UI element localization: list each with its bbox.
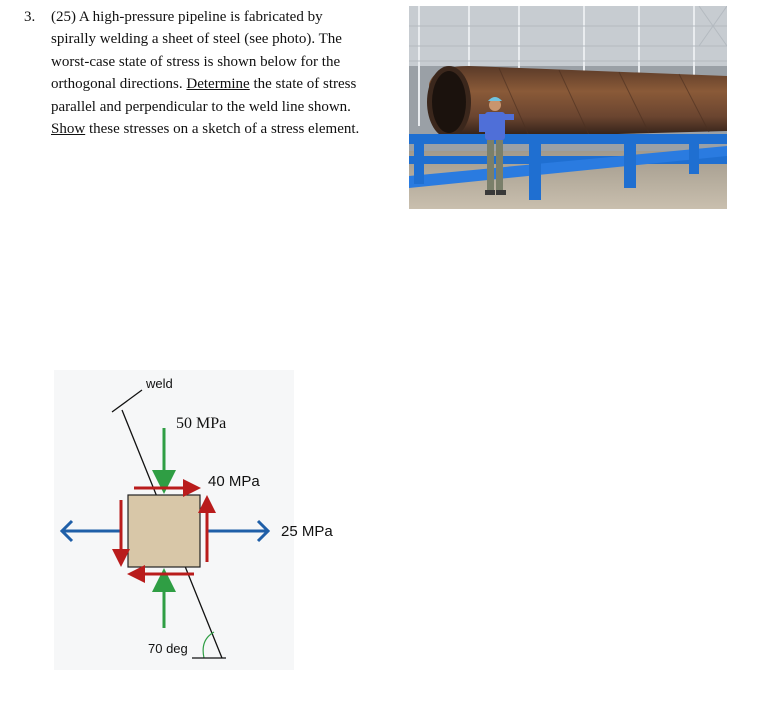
problem-text-segment: the state of stress (249, 76, 357, 93)
problem-line (51, 28, 404, 50)
problem-line (51, 51, 404, 73)
pipeline-photo (409, 6, 727, 209)
problem-text-segment: parallel and perpendicular to the weld line shown. (51, 98, 351, 115)
problem-text-segment: these stresses on a sketch of a stress element. (85, 121, 360, 138)
problem-text (51, 6, 404, 140)
normal-stress-x-label: 25 MPa (281, 523, 333, 540)
problem-number: 3. (24, 9, 36, 25)
problem-text-segment: worst-case state of stress is shown below for the (51, 53, 341, 70)
problem-line (51, 6, 404, 28)
problem-statement (24, 6, 404, 140)
problem-line (51, 118, 404, 140)
problem-text-segment: orthogonal directions. (51, 76, 187, 93)
weld-label: weld (146, 376, 173, 391)
normal-stress-y-label: 50 MPa (176, 415, 227, 432)
emphasized-word: Show (51, 121, 86, 138)
problem-line (51, 96, 404, 118)
problem-line (51, 73, 404, 95)
stress-element (128, 495, 200, 567)
stress-element-diagram (54, 370, 333, 670)
shear-stress-label: 40 MPa (208, 473, 260, 490)
emphasized-word: Determine (186, 76, 250, 93)
problem-text-segment: spirally welding a sheet of steel (see photo). The (51, 31, 342, 48)
angle-label: 70 deg (148, 641, 188, 656)
problem-text-segment: (25) A high-pressure pipeline is fabricated by (51, 9, 323, 25)
